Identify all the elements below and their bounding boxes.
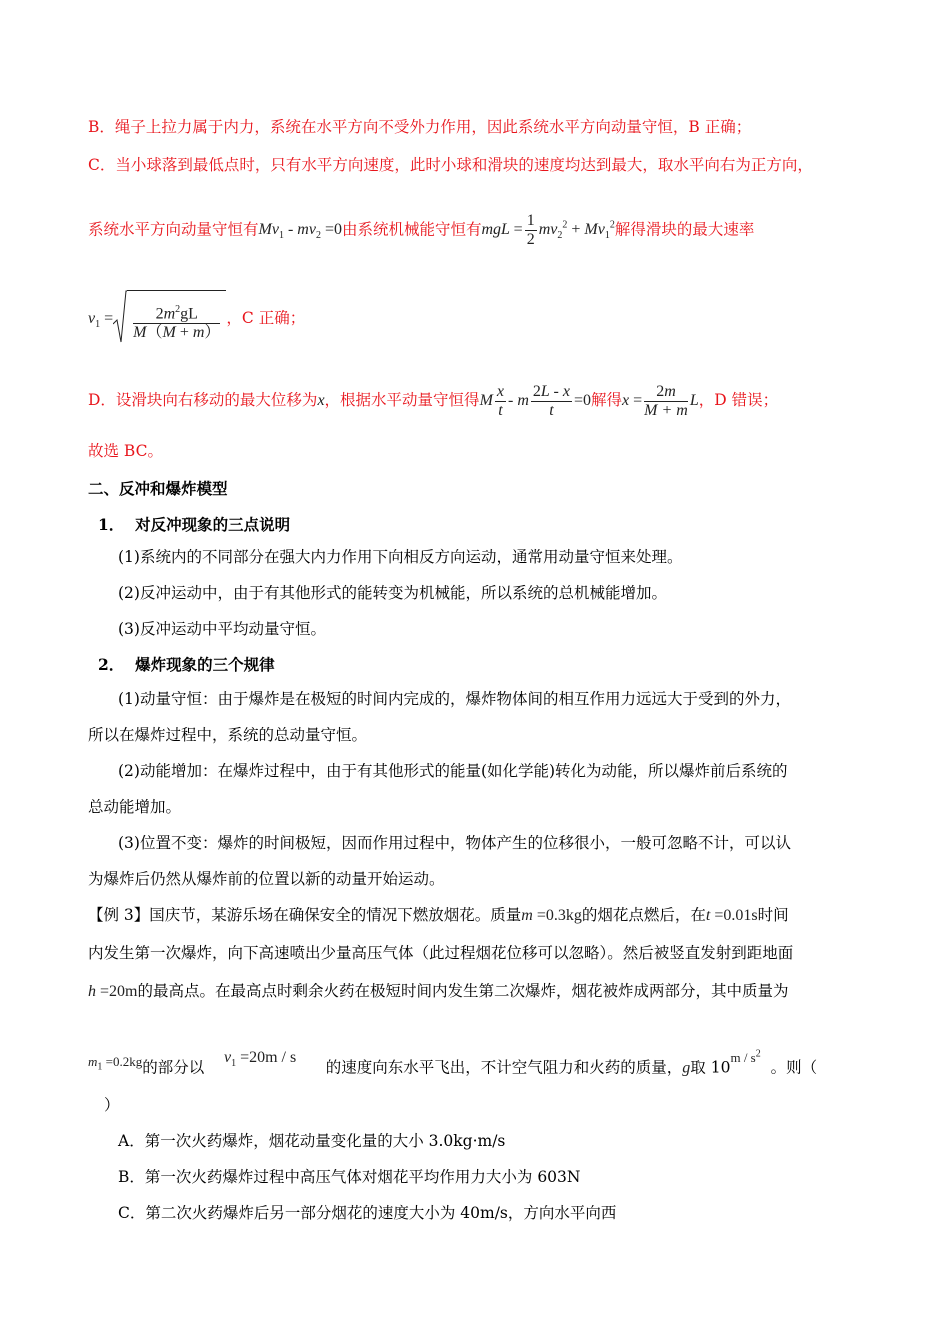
item2-paragraph-2b: 总动能增加。 [88,798,182,816]
item1-paragraph-2: (2)反冲运动中，由于有其他形式的能转变为机械能，所以系统的总机械能增加。 [118,584,667,602]
item2-paragraph-1b: 所以在爆炸过程中，系统的总动量守恒。 [88,726,368,744]
max-velocity-formula: $v_1$ = $\frac{2m^2gL}{M(M + m)}$ [88,310,226,327]
item2-paragraph-1a: (1)动量守恒：由于爆炸是在极短的时间内完成的，爆炸物体间的相互作用力远远大于受到的外力， [118,690,791,708]
option-d-text-a: D．设滑块向右移动的最大位移为 [88,391,318,409]
example-line-1 [88,904,789,927]
option-c-text-c: 解得滑块的最大速率 [614,220,755,239]
item1-paragraph-3: (3)反冲运动中平均动量守恒。 [118,620,326,638]
example-text-a: 【例 3】国庆节，某游乐场在确保安全的情况下燃放烟花。质量 [88,906,522,924]
variable-g: g [682,1059,691,1077]
mass-value: m =0.3kg [521,907,582,924]
item2-paragraph-3a: (3)位置不变：爆炸的时间极短，因而作用过程中，物体产生的位移很小，一般可忽略不计，可以认 [118,834,791,852]
option-d-text-b: ，根据水平动量守恒得 [324,391,480,409]
variable-x: x [317,392,325,409]
item1-heading [98,514,290,536]
option-c-text-line1: C．当小球落到最低点时，只有水平方向速度，此时小球和滑块的速度均达到最大，取水平向右为正方向， [88,156,813,174]
m1-value: m1 =0.2kg [88,1054,143,1073]
energy-equation: mgL = $\frac{1}{2}$ $mv_2^2 + Mv_1^2$ [481,212,615,249]
answer-text: 故选 BC。 [88,442,163,460]
example-text-f: 的部分以 [142,1058,205,1077]
example-text-h: 。则（ [770,1058,818,1077]
example-line-4 [88,1040,817,1083]
option-c-line2 [88,206,754,257]
example-line-3 [88,980,788,1003]
item1-paragraph-1: (1)系统内的不同部分在强大内力作用下向相反方向运动，通常用动量守恒来处理。 [118,548,683,566]
option-c-text-a: 系统水平方向动量守恒有 [88,220,259,239]
example-text-e: 的最高点。在最高点时剩余火药在极短时间内发生第二次爆炸，烟花被炸成两部分，其中质量为 [137,982,789,1000]
example-line-2: 内发生第一次爆炸，向下高速喷出少量高压气体（此过程烟花位移可以忽略）。然后被竖直发射到距地面 [88,944,794,962]
example-text-g3: 取 10 [690,1058,731,1077]
section-title: 二、反冲和爆炸模型 [88,479,228,498]
acceleration-unit: m / s2 [730,1049,761,1066]
sqrt-icon [113,290,127,346]
example-text-b: 的烟花点燃后，在 [581,906,706,924]
time-value: t =0.01s [705,907,758,924]
item2-paragraph-3b: 为爆炸后仍然从爆炸前的位置以新的动量开始运动。 [88,870,445,888]
item1-title: 对反冲现象的三点说明 [135,515,291,534]
option-b-text: B．绳子上拉力属于内力，系统在水平方向不受外力作用，因此系统水平方向动量守恒，B 正确； [88,118,752,136]
example-text-c: 时间 [757,906,789,924]
item2-title: 爆炸现象的三个规律 [135,655,275,674]
height-value: h =20m [88,983,138,1000]
choice-c: C．第二次火药爆炸后另一部分烟花的速度大小为 40m/s，方向水平向西 [118,1204,617,1222]
item2-heading [98,654,275,676]
momentum-equation: $Mv_1 - mv_2 =0$ [258,221,342,242]
example-text-g: 的速度向东水平飞出，不计空气阻力和火药的质量， [325,1058,683,1077]
v1-value: $v_1 =20m / s$ [223,1049,297,1070]
displacement-result: x = $\frac{2m}{M + m}$ L [621,382,699,419]
option-c-text-b: 由系统机械能守恒有 [341,220,482,239]
option-c-text-d: ，C 正确； [226,309,306,328]
option-c-line3 [88,290,305,353]
item2-paragraph-2a: (2)动能增加：在爆炸过程中，由于有其他形式的能量(如化学能)转化为动能，所以爆炸前后系统的 [118,762,788,780]
example-close-paren: ） [104,1096,120,1114]
item2-number: 2． [98,655,125,674]
option-d-text-d: ，D 错误； [698,391,779,409]
option-d-text-c: 解得 [590,391,622,409]
option-d-line [88,378,778,423]
displacement-equation: M $\frac{x}{t}$ - m $\frac{2L - x}{t}$ =0 [479,382,591,419]
item1-number: 1． [98,515,125,534]
choice-a: A．第一次火药爆炸，烟花动量变化量的大小 3.0kg·m/s [118,1132,506,1150]
choice-b: B．第一次火药爆炸过程中高压气体对烟花平均作用力大小为 603N [118,1168,581,1186]
